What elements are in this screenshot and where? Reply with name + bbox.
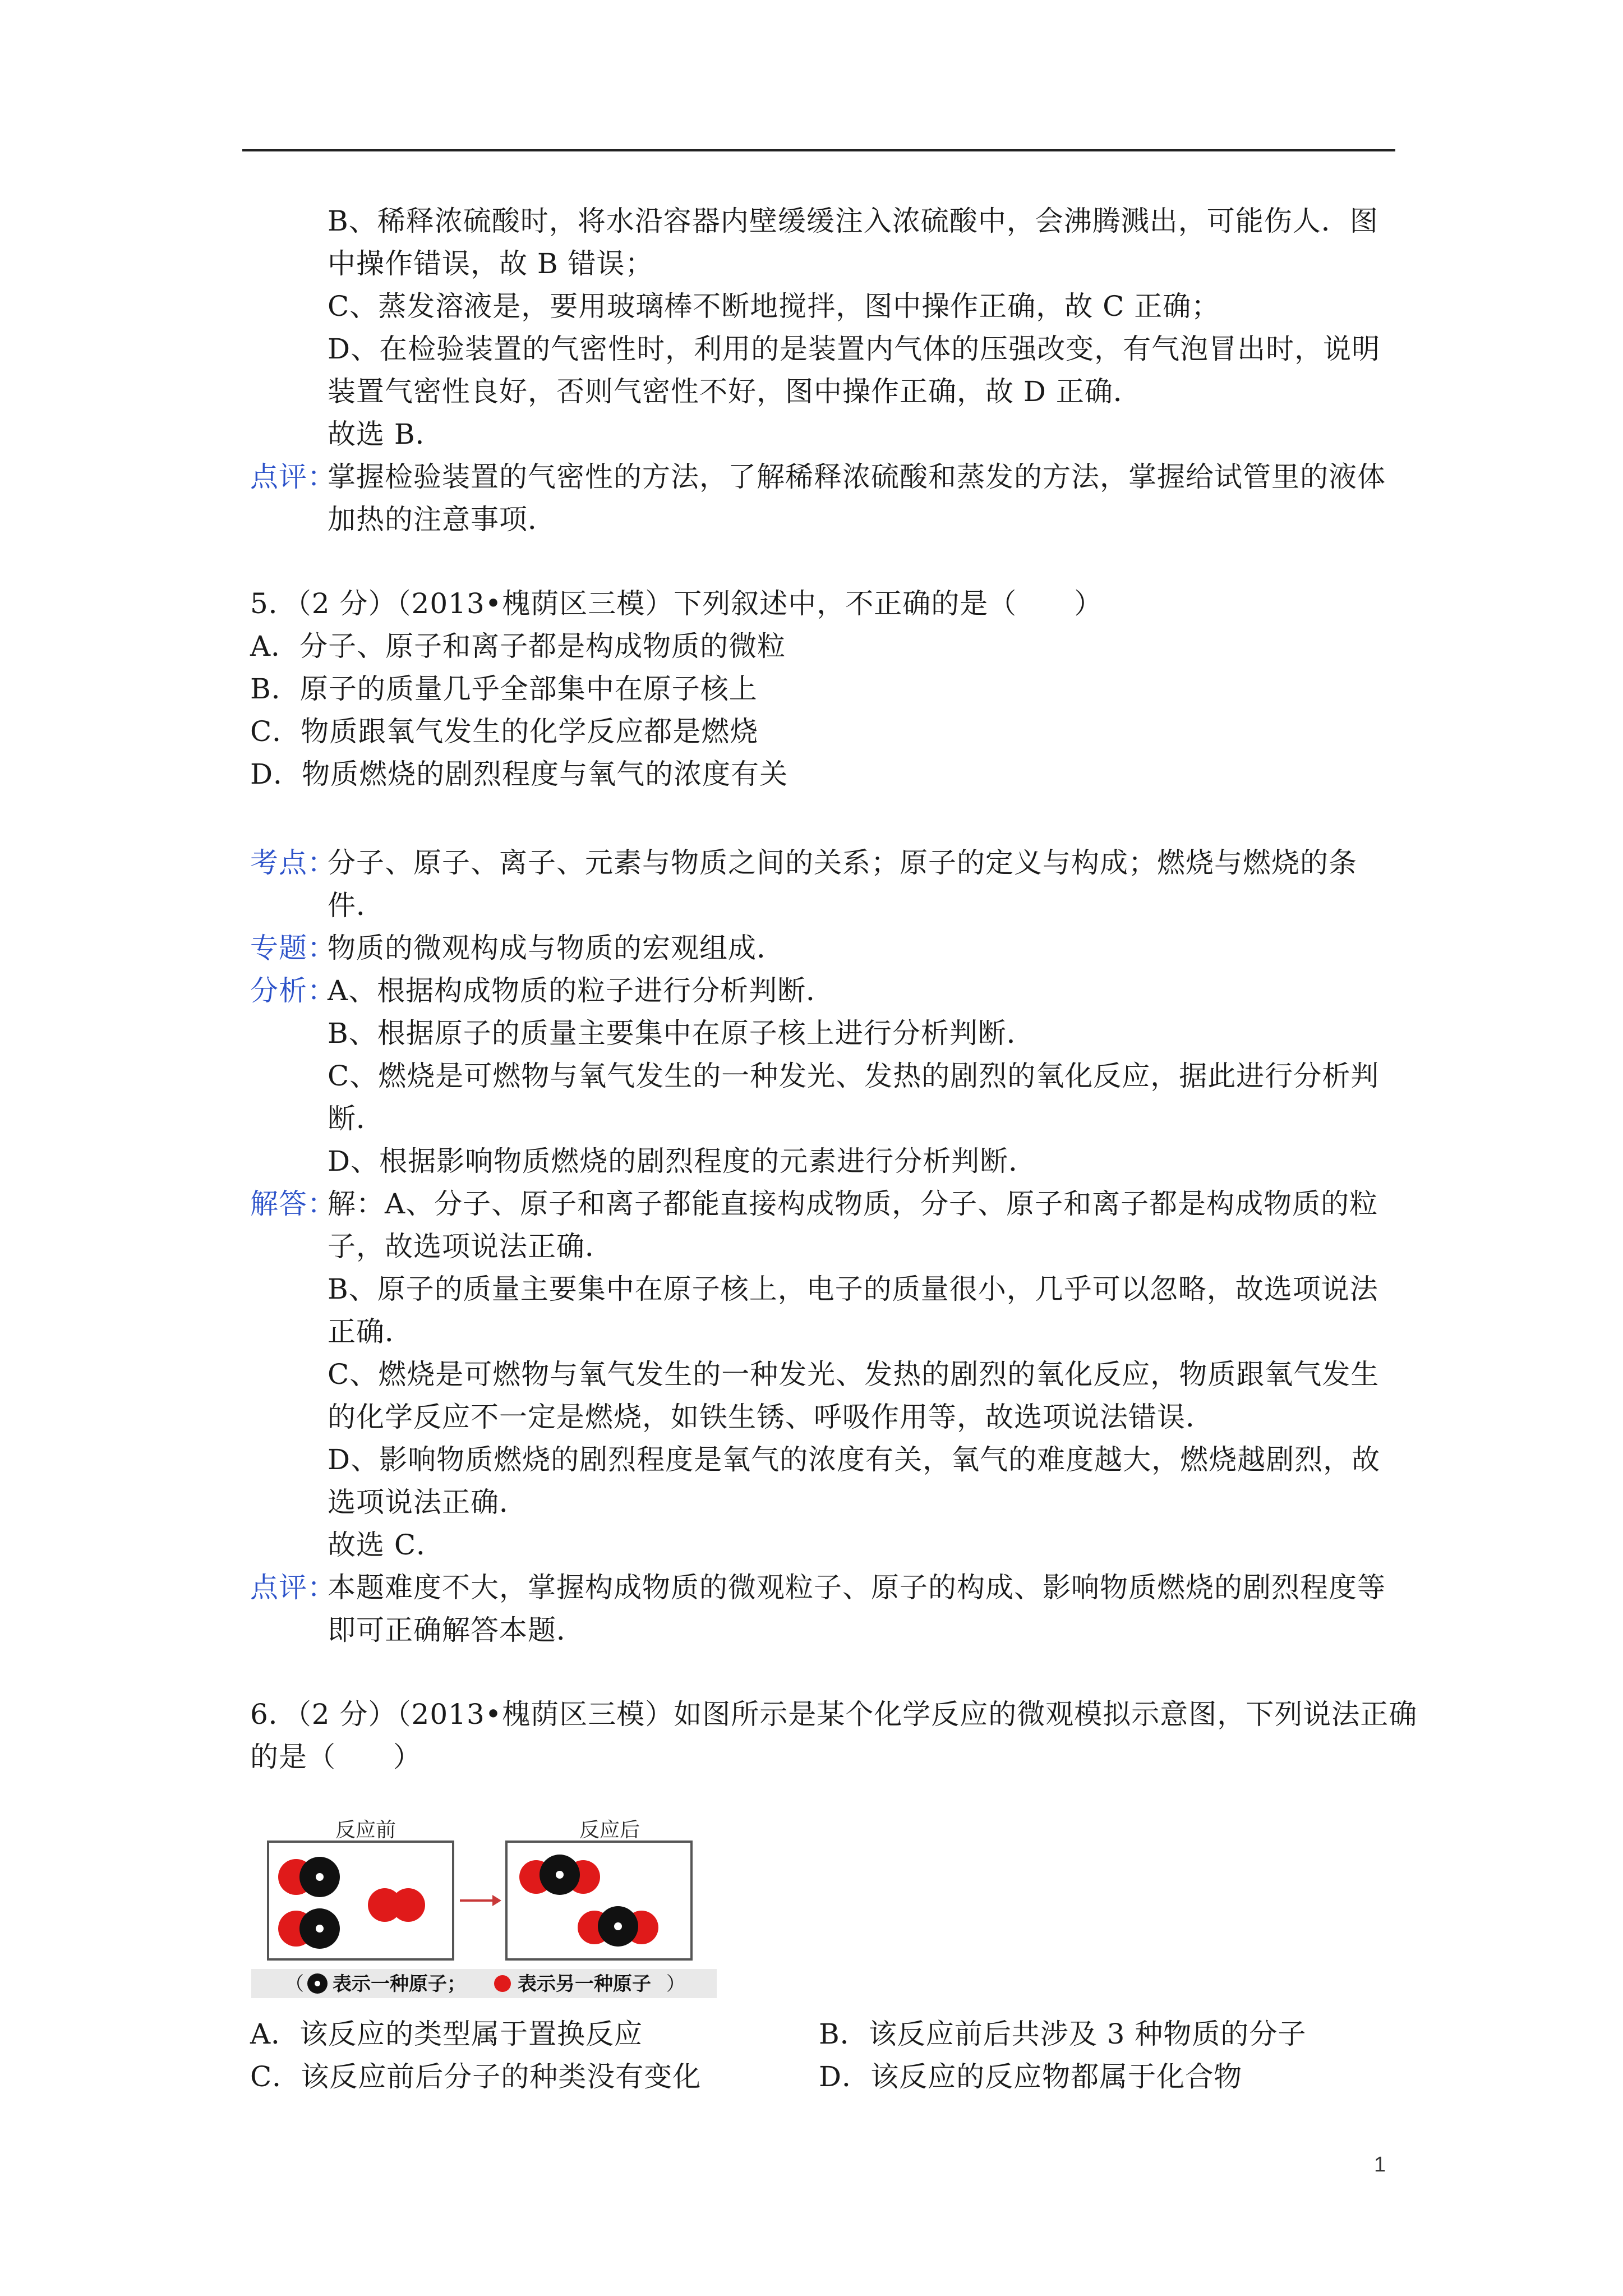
- q5-jieda-line: C、燃烧是可燃物与氧气发生的一种发光、发热的剧烈的氧化反应，物质跟氧气发生: [328, 1358, 1380, 1391]
- q5-jieda-label: 解答：: [250, 1188, 336, 1220]
- q5-kaodian-line1: 分子、原子、离子、元素与物质之间的关系；原子的定义与构成；燃烧与燃烧的条: [328, 846, 1357, 879]
- q6-option-c: C．该反应前后分子的种类没有变化: [250, 2060, 702, 2093]
- q6-stem-line1: 6．（2 分）（2013•槐荫区三模）如图所示是某个化学反应的微观模拟示意图，下列说法正确: [250, 1698, 1418, 1731]
- q4-analysis-d-line2: 装置气密性良好，否则气密性不好，图中操作正确，故 D 正确．: [328, 375, 1142, 408]
- q6-option-a: A．该反应的类型属于置换反应: [250, 2018, 643, 2050]
- q5-zhuanti-label: 专题：: [250, 932, 336, 964]
- page-number: 1: [1374, 2153, 1386, 2177]
- legend-close: ）: [666, 1973, 685, 1995]
- q4-comment-line2: 加热的注意事项．: [328, 503, 556, 536]
- q5-jieda-line: 故选 C．: [328, 1529, 445, 1561]
- q5-jieda-line: D、影响物质燃烧的剧烈程度是氧气的浓度有关，氧气的难度越大，燃烧越剧烈，故: [328, 1443, 1381, 1476]
- q5-jieda-line: 选项说法正确．: [328, 1486, 528, 1519]
- q5-option-c: C．物质跟氧气发生的化学反应都是燃烧: [250, 715, 759, 748]
- q5-kaodian-line2: 件．: [328, 889, 385, 922]
- q5-option-b: B．原子的质量几乎全部集中在原子核上: [250, 673, 758, 705]
- q6-option-b: B．该反应前后共涉及 3 种物质的分子: [819, 2018, 1307, 2050]
- before-label: 反应前: [335, 1819, 396, 1842]
- q4-comment-label: 点评：: [250, 461, 336, 493]
- molecule-before-1: [278, 1857, 340, 1897]
- after-label: 反应后: [579, 1819, 640, 1842]
- q5-zhuanti: 物质的微观构成与物质的宏观组成．: [328, 932, 785, 964]
- q5-fenxi-line: 断．: [328, 1102, 385, 1135]
- q4-analysis-b-line1: B、稀释浓硫酸时，将水沿容器内壁缓缓注入浓硫酸中，会沸腾溅出，可能伤人．图: [328, 205, 1378, 237]
- molecule-before-o2: [368, 1888, 425, 1922]
- arrow-head: [492, 1895, 501, 1906]
- reaction-diagram: [251, 1816, 722, 2001]
- legend-open: （: [285, 1973, 304, 1995]
- q5-jieda-line: 子，故选项说法正确．: [328, 1230, 614, 1263]
- q4-analysis-b-line2: 中操作错误，故 B 错误；: [328, 247, 654, 280]
- molecule-after-2: [578, 1906, 658, 1947]
- q5-kaodian-label: 考点：: [250, 846, 336, 879]
- q4-comment-line1: 掌握检验装置的气密性的方法，了解稀释浓硫酸和蒸发的方法，掌握给试管里的液体: [328, 461, 1386, 493]
- q5-option-a: A．分子、原子和离子都是构成物质的微粒: [250, 630, 786, 662]
- q5-fenxi-line: D、根据影响物质燃烧的剧烈程度的元素进行分析判断．: [328, 1145, 1038, 1177]
- q4-answer: 故选 B．: [328, 418, 444, 450]
- q6-option-d: D．该反应的反应物都属于化合物: [819, 2060, 1243, 2093]
- q5-option-d: D．物质燃烧的剧烈程度与氧气的浓度有关: [250, 758, 789, 790]
- q5-jieda-line: 解：A、分子、原子和离子都能直接构成物质，分子、原子和离子都是构成物质的粒: [328, 1188, 1378, 1220]
- molecule-after-1: [519, 1855, 600, 1895]
- q5-dianping-line1: 本题难度不大，掌握构成物质的微观粒子、原子的构成、影响物质燃烧的剧烈程度等: [328, 1571, 1386, 1604]
- q5-jieda-line: 正确．: [328, 1315, 413, 1348]
- q5-dianping-line2: 即可正确解答本题．: [328, 1614, 585, 1646]
- legend-red-atom: [494, 1975, 511, 1992]
- q4-analysis-d-line1: D、在检验装置的气密性时，利用的是装置内气体的压强改变，有气泡冒出时，说明: [328, 333, 1381, 365]
- q5-fenxi-line: B、根据原子的质量主要集中在原子核上进行分析判断．: [328, 1017, 1035, 1050]
- legend-red-text: 表示另一种原子: [518, 1973, 651, 1995]
- q5-stem: 5．（2 分）（2013•槐荫区三模）下列叙述中，不正确的是（ ）: [250, 587, 1103, 620]
- molecule-before-2: [278, 1908, 340, 1949]
- q5-fenxi-label: 分析：: [250, 974, 336, 1007]
- q5-fenxi-line: C、燃烧是可燃物与氧气发生的一种发光、发热的剧烈的氧化反应，据此进行分析判: [328, 1060, 1380, 1092]
- q4-analysis-c-line1: C、蒸发溶液是，要用玻璃棒不断地搅拌，图中操作正确，故 C 正确；: [328, 290, 1220, 323]
- q6-stem-line2: 的是（ ）: [250, 1741, 422, 1773]
- q5-jieda-line: 的化学反应不一定是燃烧，如铁生锈、呼吸作用等，故选项说法错误．: [328, 1401, 1214, 1433]
- legend-black-text: 表示一种原子；: [333, 1973, 466, 1995]
- header-rule: [242, 149, 1395, 151]
- q5-dianping-label: 点评：: [250, 1571, 336, 1604]
- q5-fenxi-line: A、根据构成物质的粒子进行分析判断．: [328, 974, 835, 1007]
- q5-jieda-line: B、原子的质量主要集中在原子核上，电子的质量很小，几乎可以忽略，故选项说法: [328, 1273, 1378, 1305]
